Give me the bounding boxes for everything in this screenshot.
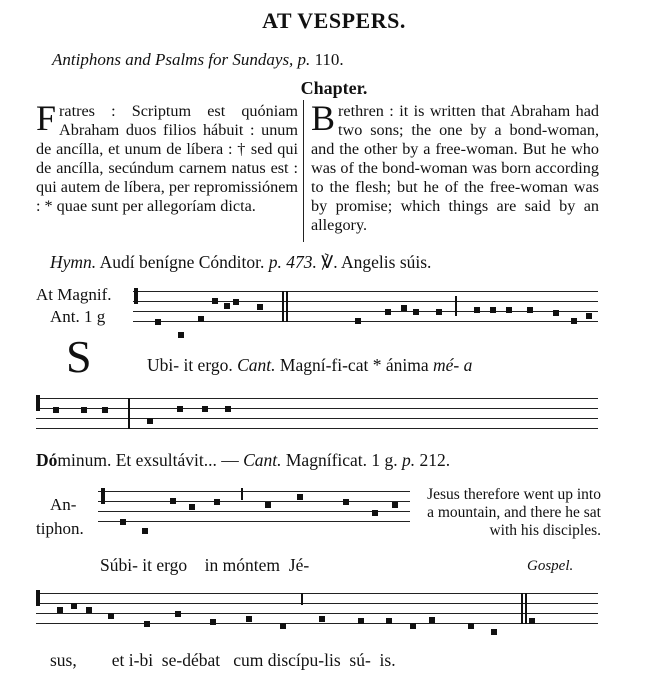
neume bbox=[490, 307, 496, 313]
bar-line bbox=[128, 398, 130, 429]
lyrics-dominum: minum. Et exsultávit... — bbox=[57, 450, 244, 470]
neume bbox=[198, 316, 204, 322]
neume bbox=[506, 307, 512, 313]
neume bbox=[144, 621, 150, 627]
lyrics-magnificat-2: Magníficat. 1 g. bbox=[285, 450, 398, 470]
neume bbox=[257, 304, 263, 310]
magnificat-label-1: At Magnif. bbox=[36, 285, 112, 304]
clef-icon bbox=[134, 288, 138, 304]
neume bbox=[429, 617, 435, 623]
hymn-page: p. 473. bbox=[268, 252, 317, 272]
neume bbox=[355, 318, 361, 324]
neume bbox=[86, 607, 92, 613]
subtitle-page: 110. bbox=[314, 50, 344, 69]
clef-icon bbox=[36, 395, 40, 411]
neume bbox=[468, 623, 474, 629]
neume bbox=[177, 406, 183, 412]
initial-s: S bbox=[66, 331, 92, 382]
english-column bbox=[311, 98, 599, 235]
neume bbox=[175, 611, 181, 617]
neume bbox=[319, 616, 325, 622]
neume bbox=[280, 623, 286, 629]
antiphon-label-1: An- bbox=[50, 495, 77, 514]
neume bbox=[246, 616, 252, 622]
double-bar bbox=[286, 291, 288, 322]
neume bbox=[214, 499, 220, 505]
neume bbox=[170, 498, 176, 504]
lyrics-do: Dó bbox=[36, 450, 58, 470]
antiphon-lyrics-1: Súbi- it ergo in móntem Jé- bbox=[100, 555, 310, 575]
bar-line bbox=[241, 488, 243, 500]
neume bbox=[71, 603, 77, 609]
double-bar bbox=[282, 291, 284, 322]
neume bbox=[202, 406, 208, 412]
lyrics-mea: mé- a bbox=[432, 355, 473, 375]
versicle: ℣. Angelis súis. bbox=[321, 252, 432, 272]
bar-line bbox=[301, 593, 303, 605]
neume bbox=[474, 307, 480, 313]
double-bar bbox=[525, 593, 527, 624]
lyrics-ubi: Ubi- it ergo. bbox=[147, 355, 233, 375]
cant-label-2: Cant. bbox=[243, 450, 282, 470]
hymn-line bbox=[50, 252, 431, 273]
chapter-heading: Chapter. bbox=[300, 78, 368, 98]
latin-dropcap: F bbox=[36, 98, 57, 138]
neume bbox=[491, 629, 497, 635]
neume bbox=[189, 504, 195, 510]
antiphon-english: Jesus therefore went up into a mountain, and there he sat with his disciples. bbox=[427, 486, 601, 539]
neume bbox=[386, 618, 392, 624]
clef-icon bbox=[36, 590, 40, 606]
neume bbox=[436, 309, 442, 315]
subtitle bbox=[52, 50, 344, 70]
staff-antiphon-1 bbox=[98, 488, 410, 528]
page-title: AT VESPERS. bbox=[262, 8, 406, 33]
english-text: rethren : it is written that Abraham had two sons; the one by a bond-woman, and the other by a free-woman. But he who was of the bond-woman was born according to the flesh; but he of the free-woman was by promise; which things are said by an allegory. bbox=[311, 102, 599, 234]
neume bbox=[529, 618, 535, 624]
staff-antiphon-2 bbox=[36, 590, 598, 630]
magnificat-label-2: Ant. 1 g bbox=[50, 307, 106, 326]
neume bbox=[553, 310, 559, 316]
bar-line bbox=[455, 296, 457, 316]
neume bbox=[155, 319, 161, 325]
antiphon-label-2: tiphon. bbox=[36, 519, 84, 538]
english-dropcap: B bbox=[311, 98, 336, 138]
gospel-label: Gospel. bbox=[527, 558, 574, 574]
neume bbox=[410, 623, 416, 629]
hymn-label: Hymn. bbox=[50, 252, 97, 272]
cant-label: Cant. bbox=[237, 355, 276, 375]
page-number: 212. bbox=[419, 450, 451, 470]
clef-icon bbox=[101, 488, 105, 504]
page-label: p. bbox=[402, 450, 416, 470]
hymn-text: Audí benígne Cónditor. bbox=[99, 252, 265, 272]
neume bbox=[178, 332, 184, 338]
neume bbox=[233, 299, 239, 305]
neume bbox=[392, 502, 398, 508]
subtitle-text: Antiphons and Psalms for Sundays, p. bbox=[52, 50, 311, 69]
lyrics-magnificat: Magní-fi-cat * ánima bbox=[279, 355, 429, 375]
neume bbox=[212, 298, 218, 304]
latin-text: ratres : Scriptum est quóniam Abraham duos filios hábuit : unum de ancílla, et unum de líbera : † sed qui de ancílla, secúndum carnem natus est : qui autem de líbera, per repromissiónem : * quae sunt per allegoríam dicta. bbox=[36, 102, 298, 215]
neume bbox=[385, 309, 391, 315]
antiphon-lyrics-2: sus, et i-bi se-débat cum discípu-lis sú- is. bbox=[50, 650, 396, 670]
neume bbox=[224, 303, 230, 309]
neume bbox=[413, 309, 419, 315]
neume bbox=[586, 313, 592, 319]
magnificat-lyrics-1 bbox=[147, 355, 472, 376]
double-bar bbox=[521, 593, 523, 624]
neume bbox=[372, 510, 378, 516]
neume bbox=[147, 418, 153, 424]
neume bbox=[527, 307, 533, 313]
neume bbox=[57, 607, 63, 613]
neume bbox=[142, 528, 148, 534]
neume bbox=[297, 494, 303, 500]
neume bbox=[102, 407, 108, 413]
neume bbox=[571, 318, 577, 324]
neume bbox=[120, 519, 126, 525]
neume bbox=[210, 619, 216, 625]
neume bbox=[343, 499, 349, 505]
neume bbox=[53, 407, 59, 413]
neume bbox=[108, 613, 114, 619]
neume bbox=[225, 406, 231, 412]
neume bbox=[358, 618, 364, 624]
neume bbox=[265, 502, 271, 508]
staff-magnificat-2 bbox=[36, 395, 598, 435]
neume bbox=[401, 305, 407, 311]
staff-magnificat-1 bbox=[133, 288, 598, 328]
column-divider bbox=[303, 100, 304, 242]
magnificat-lyrics-2 bbox=[36, 450, 450, 471]
latin-column bbox=[36, 98, 298, 216]
neume bbox=[81, 407, 87, 413]
